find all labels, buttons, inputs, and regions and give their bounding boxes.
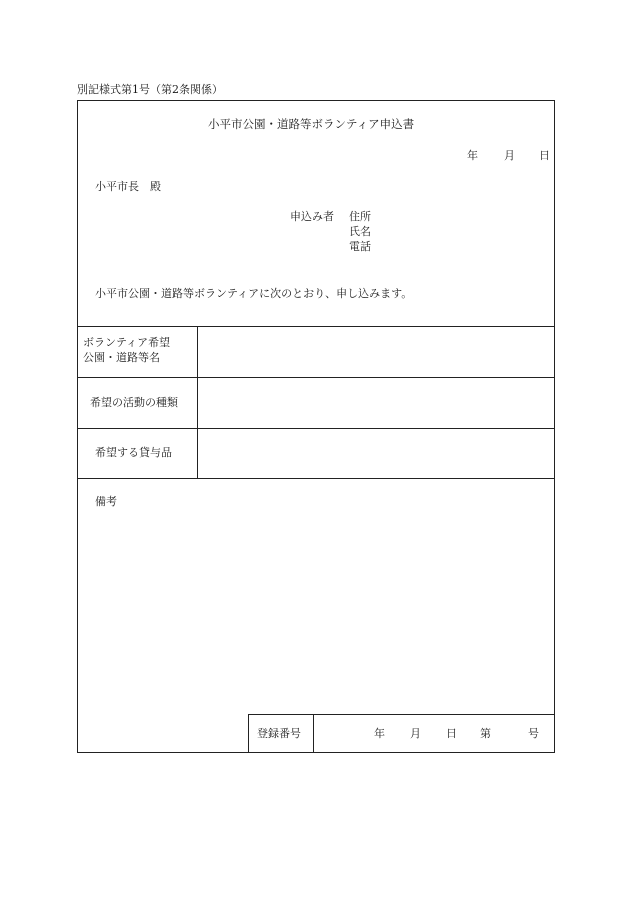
date-year: 年: [467, 149, 478, 162]
registration-number-prefix: 第: [480, 727, 491, 740]
registration-label: 登録番号: [257, 727, 301, 740]
registration-month: 月: [410, 727, 421, 740]
remarks-label: 備考: [95, 495, 117, 508]
statement: 小平市公園・道路等ボランティアに次のとおり、申し込みます。: [95, 287, 413, 300]
park-label-line2: 公園・道路等名: [83, 351, 160, 364]
remarks-cell[interactable]: [78, 510, 554, 710]
addressee: 小平市長 殿: [95, 180, 161, 193]
applicant-phone: 電話: [349, 240, 371, 253]
registration-label-divider: [313, 714, 314, 753]
applicant-address: 住所: [349, 210, 371, 223]
registration-day: 日: [446, 727, 457, 740]
park-label-line1: ボランティア希望: [83, 336, 171, 349]
date-day: 日: [539, 149, 550, 162]
row-divider-4: [77, 478, 555, 479]
loan-value-cell[interactable]: [198, 429, 554, 477]
activity-label: 希望の活動の種類: [90, 396, 178, 409]
registration-year: 年: [374, 727, 385, 740]
registration-number-suffix: 号: [528, 727, 539, 740]
form-title: 小平市公園・道路等ボランティア申込書: [208, 117, 415, 131]
registration-divider: [248, 714, 555, 715]
applicant-label: 申込み者: [290, 210, 334, 223]
form-number: 別記様式第1号（第2条関係）: [77, 83, 223, 96]
activity-value-cell[interactable]: [198, 378, 554, 427]
loan-label: 希望する貸与品: [95, 446, 172, 459]
park-value-cell[interactable]: [198, 327, 554, 376]
registration-left-divider: [248, 714, 249, 753]
applicant-name: 氏名: [349, 225, 371, 238]
date-month: 月: [504, 149, 515, 162]
